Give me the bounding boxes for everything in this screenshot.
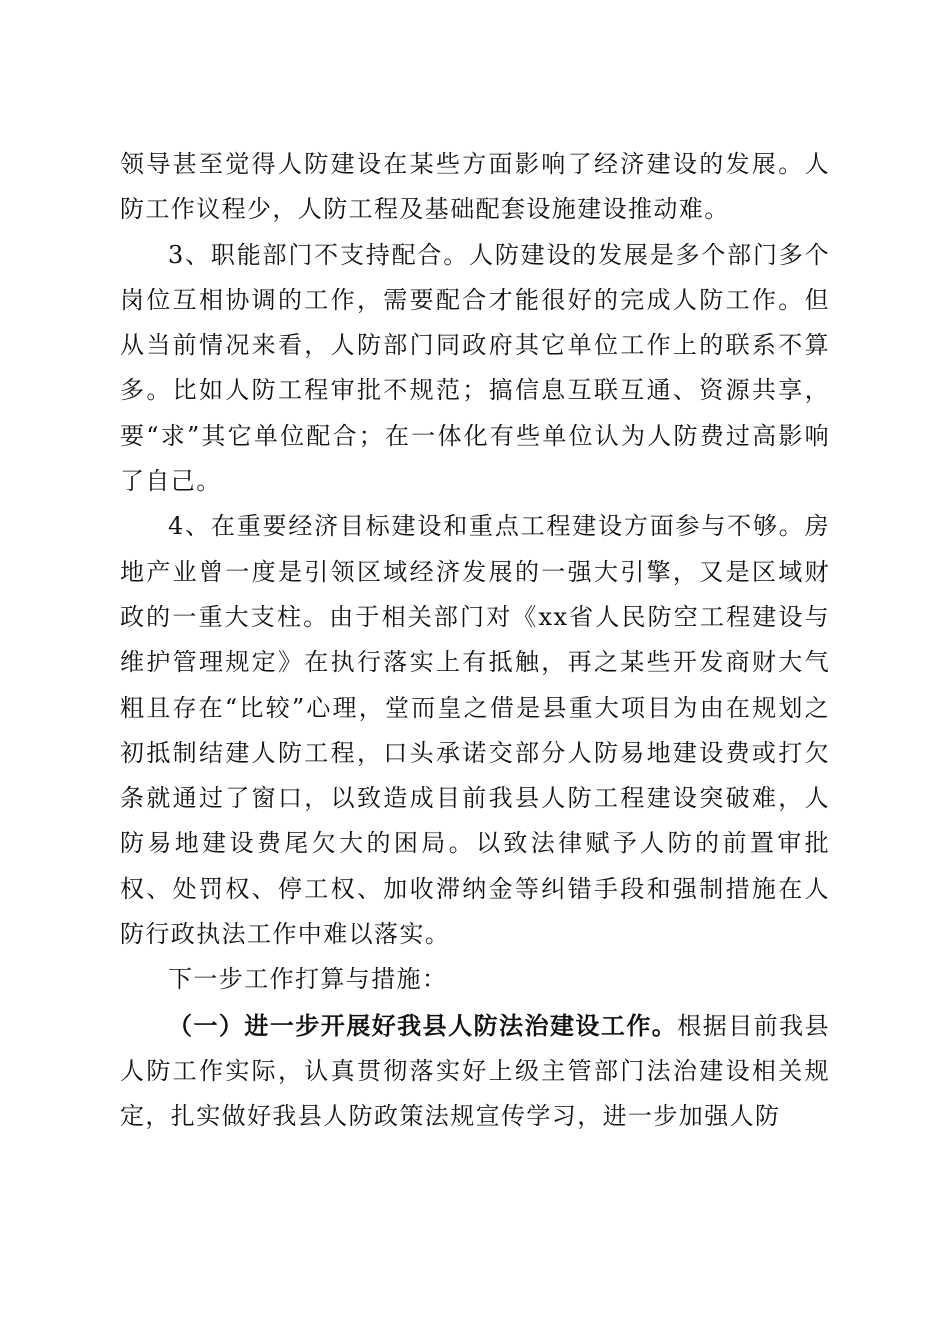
section-body-legal-construction: 根据目前我县人防工作实际，认真贯彻落实好上级主管部门法治建设相关规定，扎实做好我县人防政策法规宣传学习，进一步加强人防	[120, 1011, 830, 1131]
paragraph-department-cooperation: 3、职能部门不支持配合。人防建设的发展是多个部门多个岗位互相协调的工作，需要配合才能很好的完成人防工作。但从当前情况来看，人防部门同政府其它单位工作上的联系不算多。比如人防工程审批不规范；搞信息互联互通、资源共享，要“求”其它单位配合；在一体化有些单位认为人防费过高影响了自己。	[120, 240, 830, 496]
paragraph-leadership-concern: 领导甚至觉得人防建设在某些方面影响了经济建设的发展。人防工作议程少，人防工程及基础配套设施建设推动难。	[120, 150, 830, 224]
section-heading-legal-construction: （一）进一步开展好我县人防法治建设工作。	[168, 1010, 678, 1040]
paragraph-key-projects: 4、在重要经济目标建设和重点工程建设方面参与不够。房地产业曾一度是引领区域经济发展的一强大引擎，又是区域财政的一重大支柱。由于相关部门对《xx省人民防空工程建设与维护管理规定》在执行落实上有抵触，再之某些开发商财大气粗且存在“比较”心理，堂而皇之借是县重大项目为由在规划之初抵制结建人防工程，口头承诺交部分人防易地建设费或打欠条就通过了窗口，以致造成目前我县人防工程建设突破难，人防易地建设费尾欠大的困局。以致法律赋予人防的前置审批权、处罚权、停工权、加收滞纳金等纠错手段和强制措施在人防行政执法工作中难以落实。	[120, 512, 830, 949]
paragraph-legal-construction	[120, 1003, 830, 1140]
paragraph-next-steps-title: 下一步工作打算与措施：	[168, 965, 448, 994]
document-body	[120, 142, 830, 1140]
